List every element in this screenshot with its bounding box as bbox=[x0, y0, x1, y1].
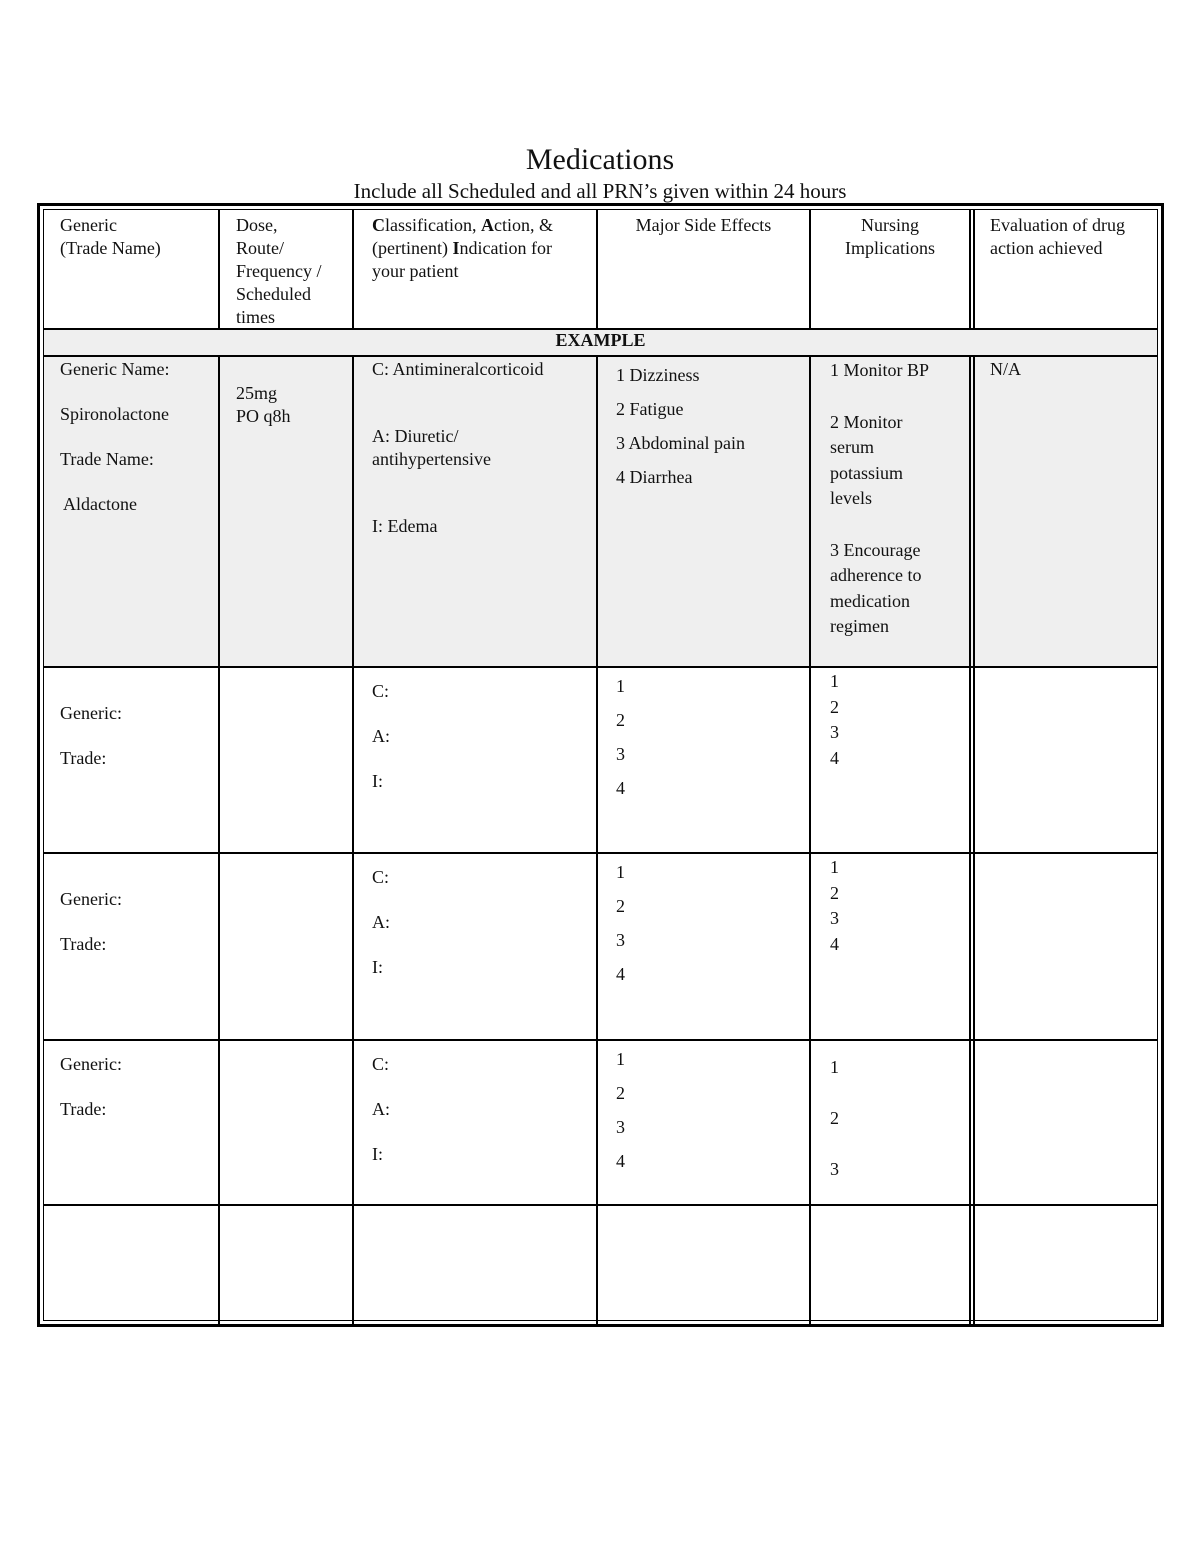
example-classification bbox=[372, 358, 543, 538]
example-nursing-line: medication bbox=[830, 590, 910, 611]
column-divider bbox=[969, 210, 971, 330]
row2-nursing-line[interactable]: 2 bbox=[830, 882, 839, 903]
example-side-effect: 4 Diarrhea bbox=[616, 467, 693, 487]
column-divider bbox=[218, 355, 220, 1325]
row3-generic bbox=[60, 1042, 122, 1132]
row2-c[interactable]: C: bbox=[372, 867, 390, 887]
row1-nursing bbox=[830, 669, 839, 771]
header-side-effects-line: Major Side Effects bbox=[635, 215, 772, 235]
example-generic bbox=[60, 358, 169, 516]
example-label: EXAMPLE bbox=[555, 330, 646, 350]
example-nursing-line: potassium bbox=[830, 462, 904, 483]
row-divider bbox=[44, 355, 1157, 357]
example-a-line: A: Diuretic/ bbox=[372, 426, 459, 446]
header-generic-line: (Trade Name) bbox=[60, 238, 161, 258]
header-i-initial: I bbox=[452, 238, 460, 258]
row1-nursing-line[interactable]: 4 bbox=[830, 747, 839, 768]
header-c-initial: C bbox=[372, 215, 385, 235]
row2-nursing-line[interactable]: 4 bbox=[830, 933, 839, 954]
example-evaluation: N/A bbox=[990, 359, 1021, 379]
column-divider bbox=[352, 210, 354, 330]
row3-nursing-line[interactable]: 2 bbox=[830, 1108, 839, 1128]
row2-side-effects bbox=[616, 855, 625, 991]
row1-side-effect[interactable]: 3 bbox=[616, 744, 625, 764]
header-c-rest: lassification, bbox=[385, 215, 481, 235]
example-nursing-line: regimen bbox=[830, 616, 889, 636]
example-nursing bbox=[830, 358, 929, 640]
row-divider bbox=[44, 666, 1157, 668]
header-side-effects bbox=[598, 214, 809, 237]
column-divider bbox=[973, 355, 975, 1325]
row3-side-effects bbox=[616, 1042, 625, 1178]
header-evaluation-line: action achieved bbox=[990, 238, 1103, 258]
header-nursing-line: Implications bbox=[845, 238, 935, 258]
row3-a[interactable]: A: bbox=[372, 1099, 390, 1119]
row1-side-effects bbox=[616, 669, 625, 805]
header-nursing-line: Nursing bbox=[861, 215, 919, 235]
row-divider bbox=[44, 852, 1157, 854]
row1-side-effect[interactable]: 1 bbox=[616, 676, 625, 696]
example-nursing-line: 3 Encourage bbox=[830, 539, 921, 560]
row3-i[interactable]: I: bbox=[372, 1144, 383, 1164]
example-trade-label: Trade Name: bbox=[60, 449, 154, 469]
header-dose bbox=[236, 214, 321, 329]
header-i-rest: ndication for bbox=[459, 238, 552, 258]
header-evaluation bbox=[990, 214, 1125, 260]
example-nursing-line: serum bbox=[830, 437, 874, 457]
example-nursing-line: adherence to bbox=[830, 565, 922, 585]
column-divider bbox=[218, 210, 220, 330]
header-generic bbox=[60, 214, 161, 260]
row1-i[interactable]: I: bbox=[372, 771, 383, 791]
example-generic-value: Spironolactone bbox=[60, 404, 169, 424]
row3-nursing bbox=[830, 1042, 839, 1195]
row3-side-effect[interactable]: 3 bbox=[616, 1117, 625, 1137]
example-dose bbox=[236, 382, 291, 428]
row1-side-effect[interactable]: 4 bbox=[616, 778, 625, 798]
example-dose-line: 25mg bbox=[236, 383, 278, 403]
header-dose-line: Scheduled bbox=[236, 284, 311, 304]
header-evaluation-line: Evaluation of drug bbox=[990, 215, 1125, 235]
example-trade-value: Aldactone bbox=[63, 494, 137, 514]
row1-trade-label[interactable]: Trade: bbox=[60, 748, 107, 768]
row2-nursing bbox=[830, 855, 839, 957]
page-title: Medications bbox=[525, 143, 675, 176]
example-side-effect: 1 Dizziness bbox=[616, 365, 700, 385]
row1-side-effect[interactable]: 2 bbox=[616, 710, 625, 730]
header-dose-line: Frequency / bbox=[236, 261, 322, 281]
row1-a[interactable]: A: bbox=[372, 726, 390, 746]
row2-generic-label[interactable]: Generic: bbox=[60, 889, 122, 909]
example-nursing-line: 2 Monitor bbox=[830, 411, 903, 432]
column-divider bbox=[973, 210, 975, 330]
row1-nursing-line[interactable]: 2 bbox=[830, 696, 839, 717]
example-side-effects bbox=[616, 358, 745, 494]
row3-side-effect[interactable]: 4 bbox=[616, 1151, 625, 1171]
row2-classification bbox=[372, 855, 390, 990]
example-generic-label: Generic Name: bbox=[60, 359, 170, 379]
row2-side-effect[interactable]: 1 bbox=[616, 862, 625, 882]
column-divider bbox=[352, 355, 354, 1325]
row3-nursing-line[interactable]: 3 bbox=[830, 1159, 839, 1179]
row1-nursing-line[interactable]: 3 bbox=[830, 722, 839, 742]
row3-side-effect[interactable]: 2 bbox=[616, 1083, 625, 1103]
example-side-effect: 3 Abdominal pain bbox=[616, 433, 745, 453]
row2-a[interactable]: A: bbox=[372, 912, 390, 932]
header-a-initial: A bbox=[480, 215, 494, 235]
header-nursing bbox=[811, 214, 969, 260]
row1-generic bbox=[60, 691, 122, 781]
row2-side-effect[interactable]: 3 bbox=[616, 930, 625, 950]
row2-trade-label[interactable]: Trade: bbox=[60, 934, 107, 954]
page-subtitle: Include all Scheduled and all PRN’s given within 24 hours bbox=[353, 179, 847, 203]
row3-trade-label[interactable]: Trade: bbox=[60, 1099, 107, 1119]
row3-c[interactable]: C: bbox=[372, 1054, 390, 1074]
row1-generic-label[interactable]: Generic: bbox=[60, 703, 122, 723]
row2-nursing-line[interactable]: 3 bbox=[830, 908, 839, 928]
example-nursing-line: levels bbox=[830, 488, 872, 508]
row-divider bbox=[44, 1204, 1157, 1206]
header-dose-line: Route/ bbox=[236, 238, 284, 258]
header-classification-line-1 bbox=[372, 214, 553, 237]
row3-nursing-line[interactable]: 1 bbox=[830, 1057, 839, 1077]
column-divider bbox=[596, 355, 598, 1325]
column-divider bbox=[809, 355, 811, 1325]
row1-classification bbox=[372, 669, 390, 804]
row2-side-effect[interactable]: 4 bbox=[616, 964, 625, 984]
example-side-effect: 2 Fatigue bbox=[616, 399, 684, 419]
header-generic-line: Generic bbox=[60, 215, 117, 235]
medications-table bbox=[37, 203, 1164, 1327]
header-a-rest: ction, & bbox=[493, 215, 553, 235]
row2-side-effect[interactable]: 2 bbox=[616, 896, 625, 916]
example-a-line: antihypertensive bbox=[372, 449, 491, 469]
header-pertinent: (pertinent) bbox=[372, 238, 453, 258]
row1-c[interactable]: C: bbox=[372, 681, 390, 701]
row3-side-effect[interactable]: 1 bbox=[616, 1049, 625, 1069]
table-inner-frame bbox=[43, 209, 1158, 1321]
row3-classification bbox=[372, 1042, 390, 1177]
header-dose-line: Dose, bbox=[236, 215, 278, 235]
row3-generic-label[interactable]: Generic: bbox=[60, 1054, 122, 1074]
header-classification bbox=[372, 214, 553, 283]
example-nursing-line: 1 Monitor BP bbox=[830, 360, 930, 380]
example-c: C: Antimineralcorticoid bbox=[372, 359, 544, 379]
column-divider bbox=[969, 355, 971, 1325]
row2-generic bbox=[60, 877, 122, 967]
example-dose-line: PO q8h bbox=[236, 406, 291, 426]
header-classification-line-2 bbox=[372, 237, 553, 260]
header-classification-line-3: your patient bbox=[372, 261, 459, 281]
row2-i[interactable]: I: bbox=[372, 957, 383, 977]
row-divider bbox=[44, 1039, 1157, 1041]
example-i: I: Edema bbox=[372, 516, 438, 536]
row2-nursing-line[interactable]: 1 bbox=[830, 857, 839, 877]
row1-nursing-line[interactable]: 1 bbox=[830, 671, 839, 691]
header-dose-line: times bbox=[236, 307, 275, 327]
